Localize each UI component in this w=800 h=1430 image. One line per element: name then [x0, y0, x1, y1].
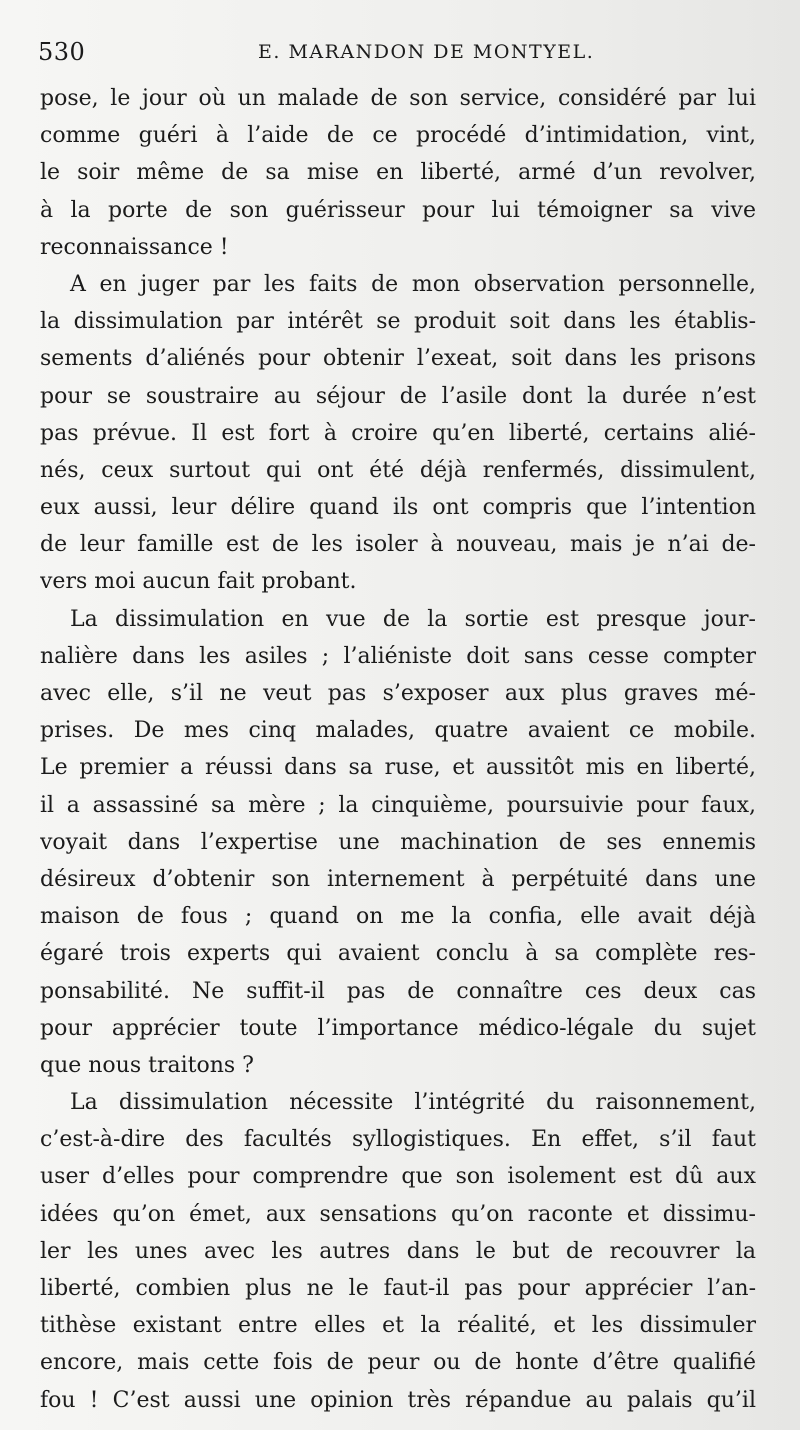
text-line: que nous traitons ?: [40, 1052, 254, 1078]
page-number: 530: [38, 38, 86, 66]
text-line: avec elle, s’il ne veut pas s’exposer aux plus graves mé-: [40, 681, 756, 706]
text-line: à la porte de son guérisseur pour lui témoigner sa vive: [40, 197, 756, 223]
text-line: pose, le jour où un malade de son service, considéré par lui: [40, 86, 756, 111]
text-line: il a assassiné sa mère ; la cinquième, poursuivie pour faux,: [40, 792, 756, 818]
text-line: tithèse existant entre elles et la réalité, et les dissimuler: [40, 1313, 756, 1339]
text-line: eux aussi, leur délire quand ils ont compris que l’intention: [40, 495, 756, 521]
text-line: de leur famille est de les isoler à nouveau, mais je n’ai de-: [40, 532, 756, 558]
text-line: fou ! C’est aussi une opinion très répandue au palais qu’il: [40, 1387, 756, 1413]
text-line: reconnaissance !: [40, 234, 229, 260]
running-title: E. MARANDON DE MONTYEL.: [258, 41, 595, 63]
text-line: encore, mais cette fois de peur ou de honte d’être qualifié: [40, 1350, 756, 1376]
text-line: nalière dans les asiles ; l’aliéniste doit sans cesse compter: [40, 643, 756, 669]
text-line: voyait dans l’expertise une machination de ses ennemis: [40, 829, 756, 855]
text-line: prises. De mes cinq malades, quatre avaient ce mobile.: [40, 718, 756, 744]
text-line: c’est-à-dire des facultés syllogistiques. En effet, s’il faut: [40, 1127, 756, 1153]
text-line: user d’elles pour comprendre que son isolement est dû aux: [40, 1164, 756, 1190]
page-header: [38, 38, 758, 66]
text-line: maison de fous ; quand on me la confia, elle avait déjà: [40, 904, 756, 930]
text-line: pour apprécier toute l’importance médico-légale du sujet: [40, 1015, 756, 1041]
body-text: [40, 80, 756, 1419]
text-line: A en juger par les faits de mon observation personnelle,: [70, 271, 756, 297]
text-line: ponsabilité. Ne suffit-il pas de connaître ces deux cas: [40, 978, 756, 1004]
text-line: Le premier a réussi dans sa ruse, et aussitôt mis en liberté,: [40, 755, 756, 781]
text-line: pour se soustraire au séjour de l’asile dont la durée n’est: [40, 383, 756, 409]
text-line: La dissimulation en vue de la sortie est presque jour-: [70, 606, 756, 632]
text-line: le soir même de sa mise en liberté, armé d’un revolver,: [40, 160, 756, 186]
text-line: liberté, combien plus ne le faut-il pas pour apprécier l’an-: [40, 1276, 756, 1301]
text-line: idées qu’on émet, aux sensations qu’on raconte et dissimu-: [40, 1201, 756, 1227]
text-line: La dissimulation nécessite l’intégrité du raisonnement,: [70, 1090, 756, 1116]
text-line: comme guéri à l’aide de ce procédé d’intimidation, vint,: [40, 123, 756, 149]
text-line: désireux d’obtenir son internement à perpétuité dans une: [40, 866, 756, 892]
text-line: vers moi aucun fait probant.: [40, 569, 357, 595]
text-line: pas prévue. Il est fort à croire qu’en liberté, certains alié-: [40, 420, 756, 446]
text-line: sements d’aliénés pour obtenir l’exeat, soit dans les prisons: [40, 346, 756, 372]
text-line: égaré trois experts qui avaient conclu à sa complète res-: [40, 941, 756, 967]
text-line: nés, ceux surtout qui ont été déjà renfermés, dissimulent,: [40, 457, 756, 483]
text-line: ler les unes avec les autres dans le but de recouvrer la: [40, 1238, 756, 1264]
text-line: la dissimulation par intérêt se produit soit dans les établis-: [40, 309, 756, 335]
